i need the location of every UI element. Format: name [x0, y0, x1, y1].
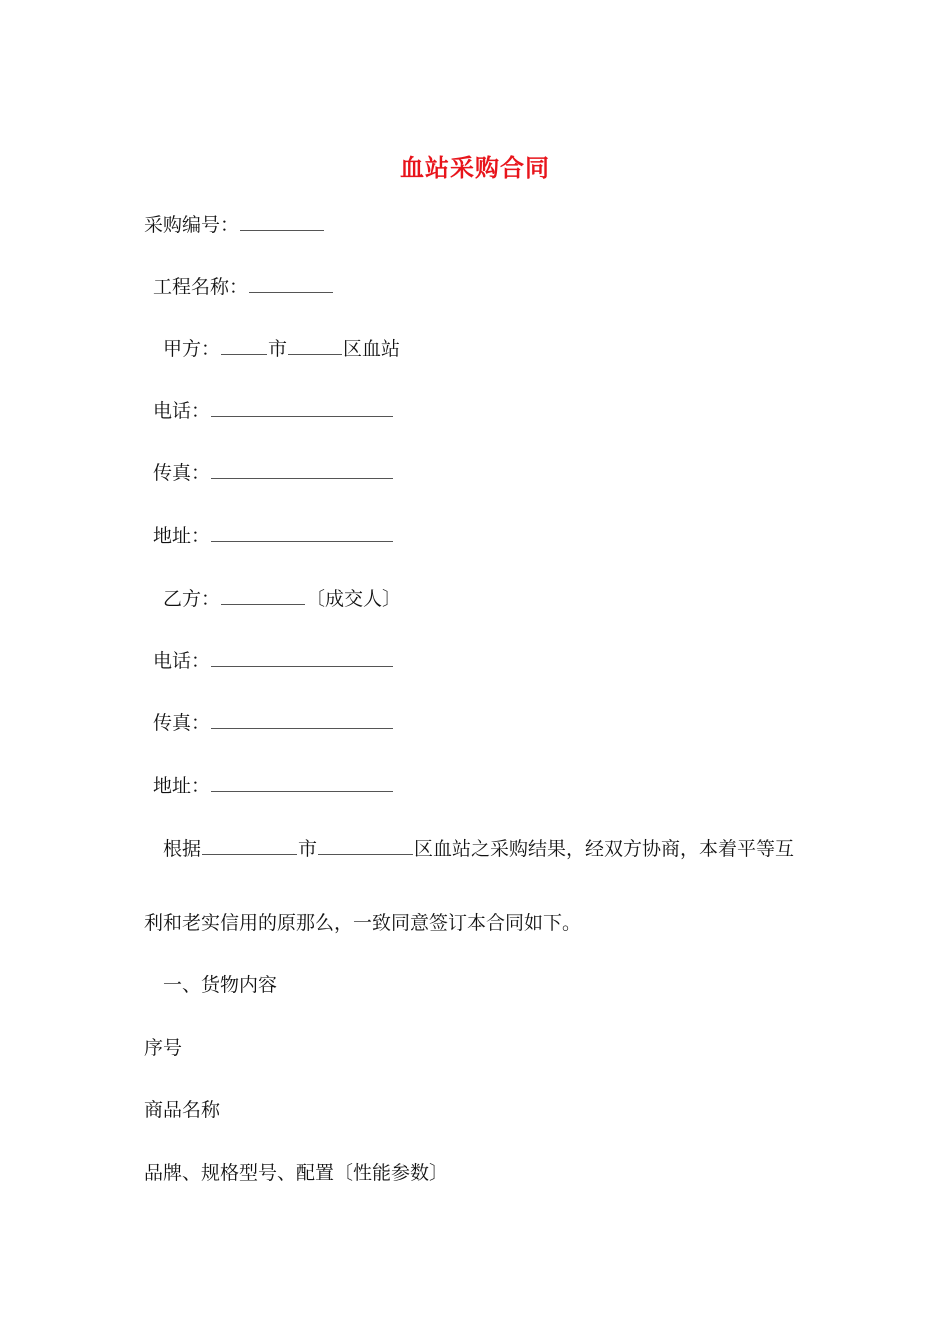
party-a-district-blank	[288, 336, 342, 355]
party-a-fax-row	[153, 460, 394, 486]
party-b-address-label: 地址：	[153, 775, 211, 797]
party-b-label: 乙方：	[163, 588, 221, 610]
party-a-fax-label: 传真：	[153, 462, 211, 484]
party-a-district-suffix: 区血站	[343, 338, 401, 360]
party-a-row	[163, 336, 400, 362]
party-b-fax-row	[153, 710, 394, 736]
party-a-phone-label: 电话：	[153, 400, 211, 422]
party-a-city-suffix: 市	[268, 338, 288, 360]
agreement-city-suffix: 市	[298, 838, 318, 860]
party-b-fax-label: 传真：	[153, 712, 211, 734]
agreement-district-blank	[318, 836, 413, 855]
party-a-fax-blank	[211, 460, 393, 479]
agreement-line-1	[163, 836, 794, 862]
party-a-address-row	[153, 523, 394, 549]
agreement-city-blank	[202, 836, 297, 855]
party-b-address-blank	[211, 773, 393, 792]
purchase-no-blank	[240, 212, 324, 231]
purchase-no-row	[144, 212, 325, 238]
party-b-phone-row	[153, 648, 394, 674]
agreement-line-2: 利和老实信用的原那么，一致同意签订本合同如下。	[144, 912, 582, 934]
party-a-address-label: 地址：	[153, 525, 211, 547]
project-name-blank	[249, 274, 333, 293]
party-b-role-note: 〔成交人〕	[306, 588, 402, 610]
party-a-label: 甲方：	[163, 338, 221, 360]
party-b-fax-blank	[211, 710, 393, 729]
party-b-phone-label: 电话：	[153, 650, 211, 672]
party-b-phone-blank	[211, 648, 393, 667]
party-a-phone-row	[153, 398, 394, 424]
party-a-address-blank	[211, 523, 393, 542]
goods-column-product-name: 商品名称	[144, 1099, 221, 1121]
party-b-row	[163, 586, 401, 612]
project-name-row	[153, 274, 334, 300]
section-1-heading: 一、货物内容	[163, 974, 278, 996]
agreement-line1-rest: 区血站之采购结果，经双方协商，本着平等互	[414, 838, 795, 860]
party-a-city-blank	[221, 336, 267, 355]
goods-column-brand-spec: 品牌、规格型号、配置〔性能参数〕	[144, 1162, 449, 1184]
agreement-prefix: 根据	[163, 838, 202, 860]
purchase-no-label: 采购编号：	[144, 214, 240, 236]
goods-column-serial: 序号	[144, 1037, 183, 1059]
document-title: 血站采购合同	[400, 153, 550, 182]
party-b-address-row	[153, 773, 394, 799]
party-a-phone-blank	[211, 398, 393, 417]
project-name-label: 工程名称：	[153, 276, 249, 298]
party-b-blank	[221, 586, 305, 605]
